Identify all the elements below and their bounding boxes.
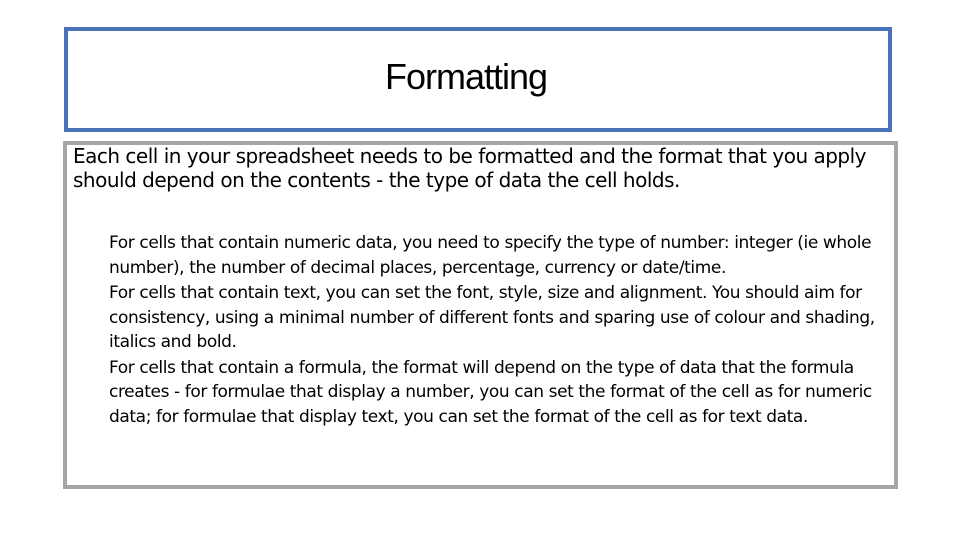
intro-paragraph: Each cell in your spreadsheet needs to be formatted and the format that you apply should depend on the contents - the type of data the cell holds.	[73, 144, 867, 192]
bullet-text-data: For cells that contain text, you can set the font, style, size and alignment. You should aim for consistency, using a minimal number of different fonts and sparing use of colour and shading, italics and bold.	[109, 283, 875, 352]
bullet-numeric-data: For cells that contain numeric data, you need to specify the type of number: integer (ie whole number), the number of decimal places, percentage, currency or date/time.	[109, 233, 872, 278]
bullet-formula-data: For cells that contain a formula, the format will depend on the type of data that the formula creates - for formulae that display a number, you can set the format of the cell as for numeric data; for formulae that display text, you can set the format of the cell as for text data.	[109, 357, 872, 427]
slide-title: Formatting	[385, 56, 548, 97]
bullet-list	[109, 231, 894, 430]
